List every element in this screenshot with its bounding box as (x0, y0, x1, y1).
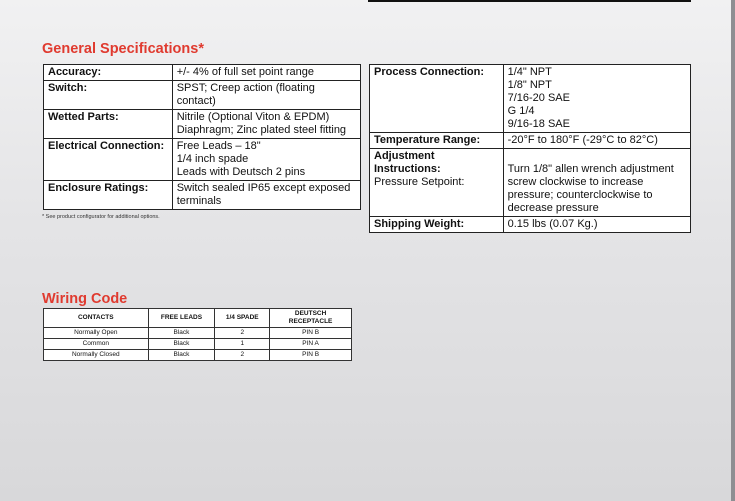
previous-table-bottom-border (368, 0, 691, 2)
spec-label: Shipping Weight: (370, 217, 504, 233)
spec-row-process-connection (370, 65, 691, 133)
wiring-header-row (44, 309, 352, 328)
spec-value: -20°F to 180°F (-29°C to 82°C) (503, 133, 690, 149)
spec-row-electrical-connection (44, 139, 361, 181)
spec-sublabel: Pressure Setpoint: (374, 176, 465, 188)
header-contacts: CONTACTS (44, 309, 149, 328)
cell-contacts: Normally Open (44, 328, 149, 339)
cell-deutsch: PIN B (270, 350, 352, 361)
cell-spade: 1 (215, 339, 270, 350)
cell-deutsch: PIN B (270, 328, 352, 339)
spec-row-shipping-weight (370, 217, 691, 233)
spec-value: Switch sealed IP65 except exposed terminals (172, 181, 360, 210)
spec-value: SPST; Creep action (floating contact) (172, 81, 360, 110)
wiring-code-table (43, 308, 352, 361)
cell-free-leads: Black (148, 350, 215, 361)
table-row (44, 350, 352, 361)
spec-row-adjustment-instructions (370, 149, 691, 217)
cell-spade: 2 (215, 328, 270, 339)
spec-label: Electrical Connection: (44, 139, 173, 181)
spec-value: Nitrile (Optional Viton & EPDM) Diaphragm; Zinc plated steel fitting (172, 110, 360, 139)
header-spade: 1/4 SPADE (215, 309, 270, 328)
spec-label: Temperature Range: (370, 133, 504, 149)
spec-row-accuracy (44, 65, 361, 81)
footnote: * See product configurator for additional options. (42, 214, 160, 220)
spec-value: 0.15 lbs (0.07 Kg.) (503, 217, 690, 233)
spec-label: Accuracy: (44, 65, 173, 81)
spec-row-switch (44, 81, 361, 110)
cell-contacts: Normally Closed (44, 350, 149, 361)
wiring-code-title: Wiring Code (42, 291, 128, 307)
page-edge (731, 0, 735, 501)
spec-row-wetted-parts (44, 110, 361, 139)
spec-label: Wetted Parts: (44, 110, 173, 139)
cell-contacts: Common (44, 339, 149, 350)
spec-label: Enclosure Ratings: (44, 181, 173, 210)
spec-row-enclosure-ratings (44, 181, 361, 210)
spec-value: Turn 1/8" allen wrench adjustment screw clockwise to increase pressure; counterclockwise to decrease pressure (503, 149, 690, 217)
spec-label: Switch: (44, 81, 173, 110)
spec-row-temperature-range (370, 133, 691, 149)
cell-deutsch: PIN A (270, 339, 352, 350)
general-specifications-title: General Specifications* (42, 41, 204, 57)
spec-value: Free Leads – 18" 1/4 inch spade Leads with Deutsch 2 pins (172, 139, 360, 181)
cell-spade: 2 (215, 350, 270, 361)
general-spec-table-right (369, 64, 691, 233)
general-spec-table-left (43, 64, 361, 210)
spec-value: 1/4" NPT 1/8" NPT 7/16-20 SAE G 1/4 9/16-18 SAE (503, 65, 690, 133)
spec-label: Process Connection: (370, 65, 504, 133)
spec-label: Adjustment Instructions: Pressure Setpoint: (370, 149, 504, 217)
header-free-leads: FREE LEADS (148, 309, 215, 328)
table-row (44, 328, 352, 339)
spec-value: +/- 4% of full set point range (172, 65, 360, 81)
cell-free-leads: Black (148, 339, 215, 350)
header-deutsch-receptacle: DEUTSCH RECEPTACLE (270, 309, 352, 328)
cell-free-leads: Black (148, 328, 215, 339)
table-row (44, 339, 352, 350)
